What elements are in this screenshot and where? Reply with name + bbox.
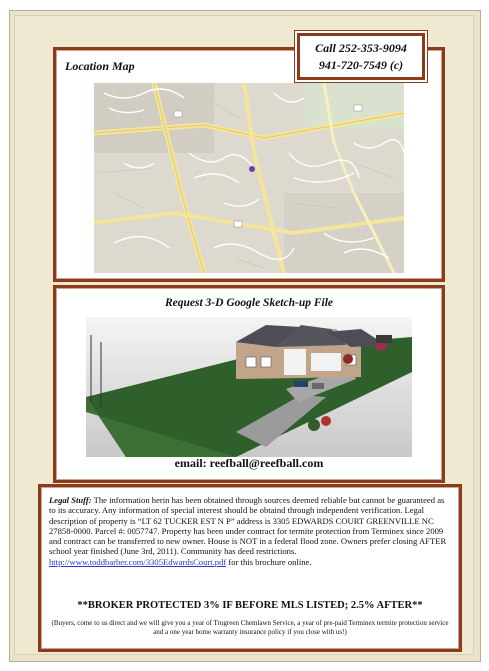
legal-paragraph: [49, 495, 452, 567]
legal-panel: [38, 484, 462, 652]
house-3d-rendering[interactable]: [86, 317, 412, 457]
phone-contact-box: [297, 33, 425, 80]
contact-email: email: reefball@reefball.com: [174, 456, 324, 470]
phone-office: Call 252-353-9094: [315, 41, 407, 55]
phone-cell: 941-720-7549 (c): [318, 58, 404, 72]
broker-protection-notice: **BROKER PROTECTED 3% IF BEFORE MLS LISTED; 2.5% AFTER**: [77, 600, 423, 611]
sketchup-title: Request 3-D Google Sketch-up File: [164, 297, 334, 309]
legal-lead: Legal Stuff:: [49, 495, 92, 505]
legal-body: The information herin has been obtained through sources deemed reliable but cannot be guaranteed as to its accuracy. Any information of special interest should be obtaind through independent verification. Legal description of property is “LT 62 TUCKER EST N P” address is 3305 EDWARDS COURT GREENVILLE NC 27858-0000. Parcel #: 0057747. Property has been under contract for termite protection from Terminex since 2009 and contract can be transferred to new owner. House is NOT in a federal flood zone. Owners prefer closing AFTER school year finished (June 3rd, 2011). Community has deed restrictions.: [49, 495, 447, 557]
sketchup-panel: [53, 285, 445, 483]
location-map-title: Location Map: [65, 59, 135, 73]
brochure-link[interactable]: http://www.toddbarber.com/3305EdwardsCourt.pdf: [49, 556, 227, 567]
location-map-image[interactable]: [94, 83, 404, 273]
buyer-incentive-note: (Buyers, come to us direct and we will give you a year of Trugreen Chemlawn Service, a year of pre-paid Terminex termite protection service and a one year home warranty insurance policy if you close with us!): [51, 619, 449, 636]
legal-after-link: for this brochure online.: [226, 556, 312, 567]
location-map-panel: [53, 47, 445, 282]
